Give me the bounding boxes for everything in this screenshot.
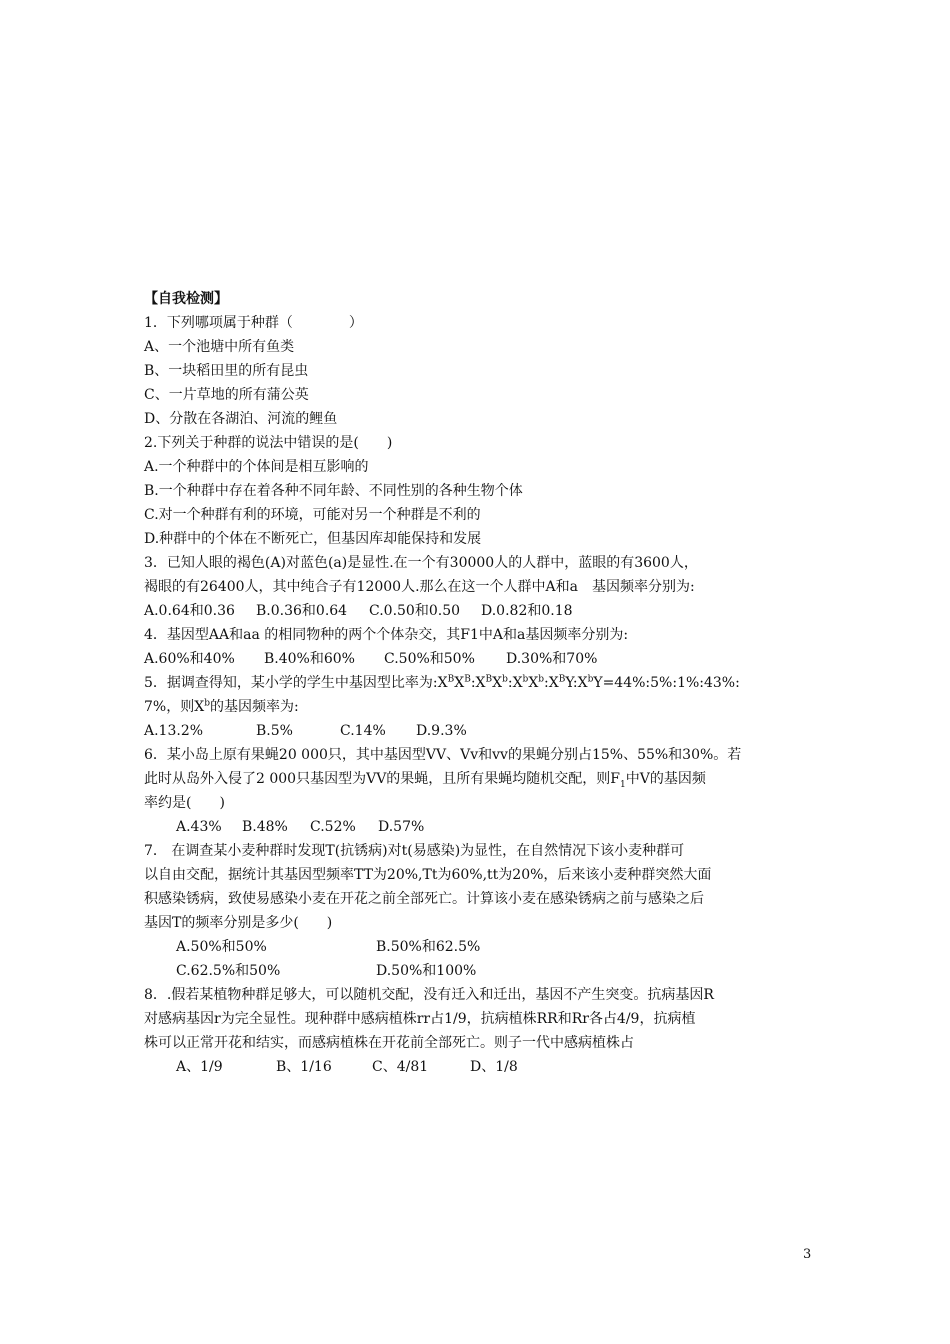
question-3-options: [144, 599, 824, 623]
question-4-stem: 4．基因型AA和aa 的相同物种的两个个体杂交，其F1中A和a基因频率分别为:: [144, 627, 629, 643]
question-7-line-1: 7． 在调查某小麦种群时发现T(抗锈病)对t(易感染)为显性，在自然情况下该小麦种群可: [144, 843, 685, 859]
genotype-xbxb: $X^BX^B$: [437, 674, 471, 691]
question-7-options-row-2: [144, 959, 824, 983]
question-2-option-d: D.种群中的个体在不断死亡，但基因库却能保持和发展: [144, 531, 482, 547]
genotype-xby-recessive: $X^bY$: [577, 674, 603, 691]
genotype-xby: $X^BY$: [548, 674, 573, 691]
question-4-options: [144, 647, 824, 671]
genotype-xbxb-recessive: $X^bX^b$: [512, 674, 545, 691]
question-4-option-c: C.50%和50%: [384, 651, 475, 667]
question-1-option-c: C、一片草地的所有蒲公英: [144, 387, 309, 403]
question-6-options: [144, 815, 824, 839]
question-6-option-b: B.48%: [242, 819, 288, 835]
question-8-option-b: B、1/16: [276, 1059, 332, 1075]
question-3-option-b: B.0.36和0.64: [256, 603, 348, 619]
question-5-stem: 5．据调查得知，某小学的学生中基因型比率为:: [144, 675, 438, 691]
question-6-line-1: 6．某小岛上原有果蝇20 000只，其中基因型VV、Vv和vv的果蝇分别占15%、55%和30%。若: [144, 747, 742, 763]
question-7-line-3: 积感染锈病，致使易感染小麦在开花之前全部死亡。计算该小麦在感染锈病之前与感染之后: [144, 891, 704, 907]
question-7-option-b: B.50%和62.5%: [376, 939, 481, 955]
question-2-stem: 2.下列关于种群的说法中错误的是( ): [144, 435, 393, 451]
question-5-line-1: 5．据调查得知，某小学的学生中基因型比率为$:X^BX^B:X^BX^b:X^bX^b:X^BY:X^bY=44\%:5\%:1\%:43\%$:: [144, 674, 740, 691]
question-7-option-c: C.62.5%和50%: [176, 963, 281, 979]
question-7-line-2: 以自由交配，据统计其基因型频率TT为20%,Tt为60%,tt为20%，后来该小麦种群突然大面: [144, 867, 712, 883]
question-4-option-a: A.60%和40%: [144, 651, 235, 667]
question-1-option-d: D、分散在各湖泊、河流的鲤鱼: [144, 411, 338, 427]
question-6-option-d: D.57%: [378, 819, 425, 835]
question-6-line-3: 率约是( ): [144, 795, 225, 811]
question-6-line-2: 此时从岛外入侵了2 000只基因型为VV的果蝇，且所有果蝇均随机交配，则$F_1$中V的基因频: [144, 771, 706, 790]
question-5-option-d: D.9.3%: [416, 723, 467, 739]
question-3-option-a: A.0.64和0.36: [144, 603, 235, 619]
question-3-line-2: 褐眼的有26400人，其中纯合子有12000人.那么在这一个人群中A和a 基因频率分别为:: [144, 579, 695, 595]
question-2-option-b: B.一个种群中存在着各种不同年龄、不同性别的各种生物个体: [144, 483, 523, 499]
genotype-xbxb-hetero: $X^BX^b$: [475, 674, 508, 691]
question-8-option-a: A、1/9: [176, 1059, 223, 1075]
question-8-option-c: C、4/81: [372, 1059, 429, 1075]
genotype-ratio: =44%:5%:1%:43%:: [602, 675, 740, 691]
question-5-option-c: C.14%: [340, 723, 386, 739]
question-7-line-4: 基因T的频率分别是多少( ): [144, 915, 333, 931]
question-8-line-3: 株可以正常开花和结实，而感病植株在开花前全部死亡。则子一代中感病植株占: [144, 1035, 634, 1051]
question-3-line-1: 3．已知人眼的褐色(A)对蓝色(a)是显性.在一个有30000人的人群中，蓝眼的有3600人，: [144, 555, 698, 571]
question-7-option-a: A.50%和50%: [176, 939, 267, 955]
question-8-options: [144, 1055, 824, 1079]
question-8-line-2: 对感病基因r为完全显性。现种群中感病植株rr占1/9，抗病植株RR和Rr各占4/9，抗病植: [144, 1011, 696, 1027]
question-5-option-a: A.13.2%: [144, 723, 204, 739]
question-3-option-d: D.0.82和0.18: [481, 603, 573, 619]
question-5-line-2: 7%，则$X^b$的基因频率为:: [144, 698, 299, 715]
section-heading: 【自我检测】: [144, 291, 228, 307]
question-5-option-b: B.5%: [256, 723, 293, 739]
page-number: 3: [803, 1247, 812, 1262]
question-4-option-d: D.30%和70%: [506, 651, 598, 667]
question-6-option-a: A.43%: [176, 819, 222, 835]
question-3-option-c: C.0.50和0.50: [369, 603, 461, 619]
question-5-options: [144, 719, 824, 743]
question-1-option-b: B、一块稻田里的所有昆虫: [144, 363, 309, 379]
question-6-option-c: C.52%: [310, 819, 356, 835]
self-check-section: [144, 287, 824, 1079]
question-7-option-d: D.50%和100%: [376, 963, 477, 979]
question-8-option-d: D、1/8: [470, 1059, 518, 1075]
question-2-option-a: A.一个种群中的个体间是相互影响的: [144, 459, 369, 475]
question-2-option-c: C.对一个种群有利的环境，可能对另一个种群是不利的: [144, 507, 481, 523]
question-1-stem: 1．下列哪项属于种群（ ）: [144, 315, 363, 331]
question-4-option-b: B.40%和60%: [264, 651, 355, 667]
question-1-option-a: A、一个池塘中所有鱼类: [144, 339, 295, 355]
question-7-options-row-1: [144, 935, 824, 959]
question-8-line-1: 8．.假若某植物种群足够大，可以随机交配，没有迁入和迁出，基因不产生突变。抗病基因R: [144, 987, 714, 1003]
